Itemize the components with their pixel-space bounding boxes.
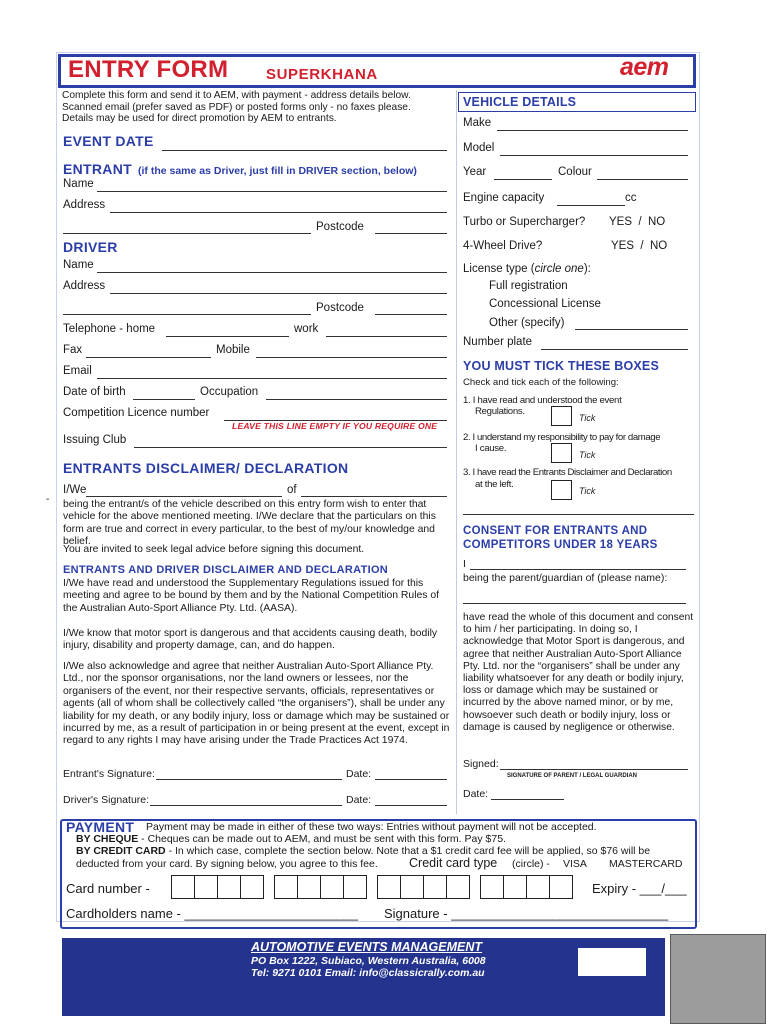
entrant-postcode-field[interactable] (375, 233, 447, 234)
card-signature-field[interactable]: Signature - ______________________________ (384, 906, 669, 921)
engine-label: Engine capacity (463, 192, 545, 204)
tick-label-3: Tick (579, 486, 596, 496)
driver-address-label: Address (63, 280, 106, 292)
entrant-signature-label: Entrant's Signature: (63, 768, 155, 780)
model-field[interactable] (500, 155, 688, 156)
card-digit-box[interactable] (549, 875, 573, 899)
work-phone-label: work (294, 323, 319, 335)
card-digit-box[interactable] (240, 875, 264, 899)
driver-signature-label: Driver's Signature: (63, 794, 150, 806)
disclaimer-heading: ENTRANTS DISCLAIMER/ DECLARATION (63, 460, 349, 476)
entrant-note: (if the same as Driver, just fill in DRIVER section, below) (138, 165, 417, 177)
expiry-field[interactable]: Expiry - ___/___ (592, 881, 687, 896)
card-digit-box[interactable] (446, 875, 470, 899)
card-digit-box[interactable] (400, 875, 424, 899)
tick-label-2: Tick (579, 450, 596, 460)
driver-date-field[interactable] (375, 805, 447, 806)
card-digit-box[interactable] (343, 875, 367, 899)
telephone-home-label: Telephone - home (63, 323, 156, 335)
entrant-address-field[interactable] (110, 212, 447, 213)
tick-box-1[interactable] (551, 406, 572, 426)
consent-name-field[interactable] (470, 569, 686, 570)
corner-grey-box (670, 934, 766, 1024)
other-specify-field[interactable] (575, 329, 688, 330)
payment-card (76, 845, 650, 857)
payment-heading: PAYMENT (66, 819, 135, 835)
card-digit-box[interactable] (274, 875, 298, 899)
occupation-label: Occupation (200, 386, 259, 398)
tick-intro: Check and tick each of the following: (463, 377, 619, 388)
make-field[interactable] (497, 130, 688, 131)
driver-postcode-field[interactable] (375, 314, 447, 315)
option-full-registration[interactable]: Full registration (489, 280, 568, 292)
consent-i-label: I (463, 558, 466, 570)
driver-postcode-label: Postcode (316, 302, 364, 314)
entrant-address-label: Address (63, 199, 106, 211)
cheque-text: - Cheques can be made out to AEM, and must be sent with this form. Pay $75. (141, 833, 506, 845)
card-digit-box[interactable] (194, 875, 218, 899)
footer-contact: Tel: 9271 0101 Email: info@classicrally.com.au (251, 967, 485, 979)
driver-address-field[interactable] (110, 293, 447, 294)
margin-mark: - (46, 494, 50, 505)
fourwd-label: 4-Wheel Drive? (463, 240, 543, 252)
licence-label: Competition Licence number (63, 407, 210, 419)
consent-date-label: Date: (463, 788, 489, 800)
email-field[interactable] (97, 378, 447, 379)
footer-address: PO Box 1222, Subiaco, Western Australia, 6008 (251, 955, 486, 967)
year-field[interactable] (494, 179, 552, 180)
aem-logo: aem (620, 53, 669, 81)
card-number-label: Card number - (66, 881, 150, 896)
tick-item-1: 1. I have read and understood the event (463, 395, 622, 406)
consent-sig-caption: SIGNATURE OF PARENT / LEGAL GUARDIAN (507, 773, 638, 779)
consent-signed-label: Signed: (463, 758, 499, 770)
license-type-text: License type ( (463, 263, 535, 275)
consent-date-field[interactable] (491, 799, 564, 800)
disclaimer-p1: being the entrant/s of the vehicle described on this entry form wish to enter that vehicle for the above mentioned meeting. I/We declare that the particulars on this form are true and correct in every particular, to the best of my/our knowledge and belief. (63, 499, 436, 548)
consent-parent-label: being the parent/guardian of (please name): (463, 572, 668, 584)
consent-body: have read the whole of this document and consent to him / her participating. In doing so, I acknowledge that Motor Sport is dangerous, and agree that neither Australian Auto-Sport Alliance Pty. Ltd. nor the “organisers” shall be under any liability whatsoever for any death or bodily injury, loss or damage which may be sustained or incurred by the above named minor, or by me, howsoever such death or bodily injury, loss or damage is caused by negligence or otherwise. (463, 612, 694, 733)
payment-cheque (76, 833, 506, 845)
iwe-label: I/We (63, 484, 87, 496)
card-label: BY CREDIT CARD (76, 845, 166, 857)
event-date-field[interactable] (162, 150, 447, 151)
mobile-label: Mobile (216, 344, 250, 356)
intro-line-2: Scanned email (prefer saved as PDF) or posted forms only - no faxes please. (62, 101, 411, 113)
cc-circle-label: (circle) - (512, 858, 550, 870)
payment-intro: Payment may be made in either of these two ways: Entries without payment will not be accepted. (146, 821, 597, 833)
option-other[interactable]: Other (specify) (489, 317, 565, 329)
turbo-yes-no[interactable]: YES / NO (609, 216, 666, 228)
consent-heading-1: CONSENT FOR ENTRANTS AND (463, 525, 648, 537)
form-title: ENTRY FORM (68, 56, 229, 83)
entrant-date-field[interactable] (375, 779, 447, 780)
tick-item-2: 2. I understand my responsibility to pay for damage (463, 432, 661, 443)
driver-name-field[interactable] (97, 272, 447, 273)
tick-heading: YOU MUST TICK THESE BOXES (463, 359, 659, 373)
card-digit-box[interactable] (503, 875, 527, 899)
tick-box-3[interactable] (551, 480, 572, 500)
tick-item-2b: I cause. (475, 443, 507, 454)
occupation-field[interactable] (266, 399, 447, 400)
visa-option[interactable]: VISA (563, 858, 587, 870)
entrant-date-label: Date: (346, 768, 372, 780)
entrant-heading: ENTRANT (63, 161, 132, 177)
option-concessional[interactable]: Concessional License (489, 298, 601, 310)
cheque-label: BY CHEQUE (76, 833, 139, 845)
circle-one-text: circle one (534, 263, 584, 275)
mobile-field[interactable] (256, 357, 447, 358)
card-digit-box[interactable] (526, 875, 550, 899)
card-digit-box[interactable] (377, 875, 401, 899)
entrant-signature-field[interactable] (156, 779, 342, 780)
driver-address-field-2[interactable] (63, 314, 311, 315)
colour-field[interactable] (597, 179, 688, 180)
entrant-name-field[interactable] (97, 191, 447, 192)
card-digit-box[interactable] (423, 875, 447, 899)
card-digit-box[interactable] (297, 875, 321, 899)
cc-type-label: Credit card type (409, 856, 498, 870)
fax-field[interactable] (86, 357, 211, 358)
year-label: Year (463, 166, 487, 178)
fourwd-yes-no[interactable]: YES / NO (611, 240, 668, 252)
event-date-label: EVENT DATE (63, 133, 154, 149)
turbo-label: Turbo or Supercharger? (463, 216, 586, 228)
disclaimer-p4: I/We know that motor sport is dangerous and that accidents causing death, bodily injury, disability and property damage, can, and do happen. (63, 628, 438, 652)
disclaimer-p2: You are invited to seek legal advice before signing this document. (63, 544, 365, 555)
number-plate-label: Number plate (463, 336, 533, 348)
intro-line-1: Complete this form and send it to AEM, with payment - address details below. (62, 90, 411, 101)
card-digit-box[interactable] (171, 875, 195, 899)
tick-label-1: Tick (579, 413, 596, 423)
entrant-name-label: Name (63, 178, 94, 190)
issuing-club-field[interactable] (134, 447, 447, 448)
of-field[interactable] (301, 496, 447, 497)
license-type-end: ): (583, 263, 591, 275)
consent-heading-2: COMPETITORS UNDER 18 YEARS (463, 539, 658, 551)
footer-white-box (578, 948, 646, 976)
mastercard-option[interactable]: MASTERCARD (609, 858, 683, 870)
tick-item-3b: at the left. (475, 479, 514, 490)
tick-item-1b: Regulations. (475, 406, 525, 417)
cc-label: cc (625, 192, 637, 204)
telephone-home-field[interactable] (166, 336, 289, 337)
form-subtitle: SUPERKHANA (266, 66, 378, 83)
licence-note: LEAVE THIS LINE EMPTY IF YOU REQUIRE ONE (232, 421, 438, 431)
email-label: Email (63, 365, 92, 377)
engine-field[interactable] (557, 205, 625, 206)
disclaimer-p5: I/We also acknowledge and agree that neither Australian Auto-Sport Alliance Pty. Ltd., nor the sponsor organisations, nor the land owners or lessees, nor the organisers of the event, nor their respective servants, officials, representatives or agents (all of whom shall be collectively called “the organisers”), shall be under any liability for my death, or any bodily injury, loss or damage which may be sustained or incurred by me, as a result of participation in or being present at the event, except in regard to any rights I may have arising under the Trade Practices Act 1974. (63, 661, 450, 747)
model-label: Model (463, 142, 495, 154)
intro-line-3: Details may be used for direct promotion by AEM to entrants. (62, 113, 337, 124)
payment-card-2: deducted from your card. By signing below, you agree to this fee. (76, 858, 378, 870)
tick-box-2[interactable] (551, 443, 572, 463)
tick-item-3: 3. I have read the Entrants Disclaimer and Declaration (463, 467, 672, 478)
make-label: Make (463, 117, 492, 129)
number-plate-field[interactable] (541, 349, 688, 350)
card-digit-box[interactable] (320, 875, 344, 899)
colour-label: Colour (558, 166, 592, 178)
entrant-postcode-label: Postcode (316, 221, 364, 233)
issuing-club-label: Issuing Club (63, 434, 127, 446)
consent-minor-field[interactable] (463, 603, 686, 604)
fax-label: Fax (63, 344, 83, 356)
of-label: of (287, 484, 297, 496)
driver-heading: DRIVER (63, 239, 118, 255)
disclaimer-p3: I/We have read and understood the Supplementary Regulations issued for this meeting and agree to be bound by them and by the National Competition Rules of the Australian Auto-Sport Alliance Pty. Ltd. (AASA). (63, 578, 440, 614)
work-phone-field[interactable] (326, 336, 447, 337)
iwe-field[interactable] (86, 496, 282, 497)
cardholder-field[interactable]: Cardholders name - ________________________ (66, 906, 359, 921)
driver-name-label: Name (63, 259, 94, 271)
dob-field[interactable] (133, 399, 195, 400)
vehicle-heading: VEHICLE DETAILS (463, 95, 577, 109)
card-digit-box[interactable] (217, 875, 241, 899)
dob-label: Date of birth (63, 386, 126, 398)
disclaimer-subheading: ENTRANTS AND DRIVER DISCLAIMER AND DECLARATION (63, 564, 389, 576)
consent-signature-field[interactable] (500, 769, 688, 770)
driver-date-label: Date: (346, 794, 372, 806)
tick-divider (463, 514, 694, 515)
license-type-label (463, 263, 591, 275)
entrant-address-field-2[interactable] (63, 233, 311, 234)
card-text: - In which case, complete the section below. Note that a $1 credit card fee will be applied, so $76 will be (168, 845, 651, 857)
footer-org: AUTOMOTIVE EVENTS MANAGEMENT (251, 940, 483, 954)
card-digit-box[interactable] (480, 875, 504, 899)
driver-signature-field[interactable] (150, 805, 342, 806)
